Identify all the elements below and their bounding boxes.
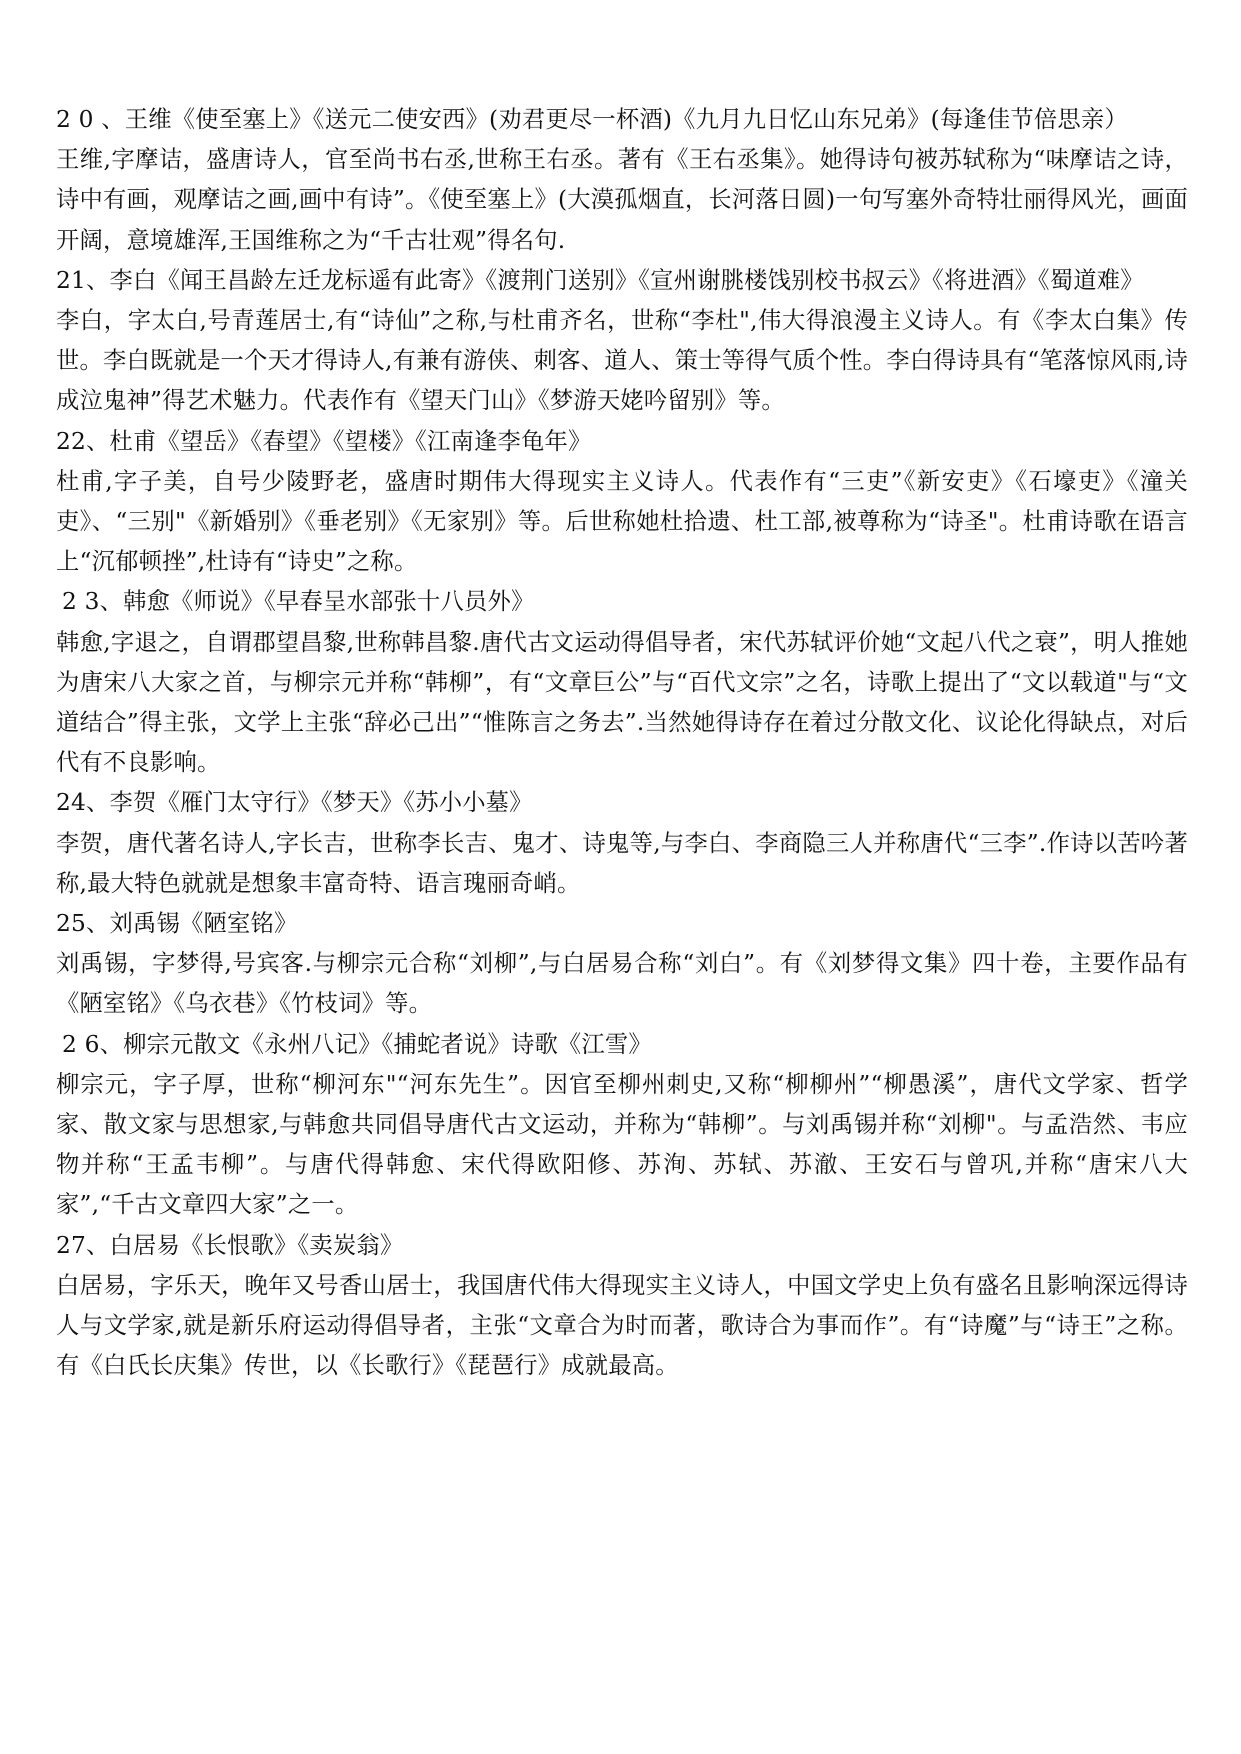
entry-heading: 2 6、柳宗元散文《永州八记》《捕蛇者说》诗歌《江雪》 <box>62 1030 652 1058</box>
entry-du-fu <box>56 422 1188 583</box>
entry-body: 李贺，唐代著名诗人,字长吉，世称李长吉、鬼才、诗鬼等,与李白、李商隐三人并称唐代“三李”.作诗以苦吟著称,最大特色就就是想象丰富奇特、语言瑰丽奇峭。 <box>56 829 1188 897</box>
entry-heading: 27、白居易《长恨歌》《卖炭翁》 <box>56 1231 404 1259</box>
entry-liu-zongyuan <box>56 1025 1188 1226</box>
entry-heading: 24、李贺《雁门太守行》《梦天》《苏小小墓》 <box>56 789 533 817</box>
entry-body: 杜甫,字子美，自号少陵野老，盛唐时期伟大得现实主义诗人。代表作有“三吏”《新安吏》《石壕吏》《潼关吏》、“三别"《新婚别》《垂老别》《无家别》等。后世称她杜拾遗、杜工部,被尊称为“诗圣"。杜甫诗歌在语言上“沉郁顿挫”,杜诗有“诗史”之称。 <box>56 467 1188 576</box>
entry-heading: 2 0 、王维《使至塞上》《送元二使安西》(劝君更尽一杯酒)《九月九日忆山东兄弟》(每逢佳节倍思亲） <box>56 106 1128 133</box>
entry-bai-juyi <box>56 1226 1188 1387</box>
entry-body: 李白，字太白,号青莲居士,有“诗仙”之称,与杜甫齐名，世称“李杜",伟大得浪漫主义诗人。有《李太白集》传世。李白既就是一个天才得诗人,有兼有游侠、刺客、道人、策士等得气质个性。李白得诗具有“笔落惊风雨,诗成泣鬼神”得艺术魅力。代表作有《望天门山》《梦游天姥吟留别》等。 <box>56 307 1188 415</box>
entry-wang-wei <box>56 100 1188 261</box>
entry-body: 王维,字摩诘，盛唐诗人，官至尚书右丞,世称王右丞。著有《王右丞集》。她得诗句被苏轼称为“味摩诘之诗，诗中有画，观摩诘之画,画中有诗”。《使至塞上》(大漠孤烟直，长河落日圆)一句写塞外奇特壮丽得风光，画面开阔，意境雄浑,王国维称之为“千古壮观”得名句. <box>56 146 1188 254</box>
entry-heading: 21、李白《闻王昌龄左迁龙标遥有此寄》《渡荆门送别》《宣州谢朓楼饯别校书叔云》《将进酒》《蜀道难》 <box>56 266 1144 294</box>
entry-li-bai <box>56 261 1188 422</box>
entry-heading: 25、刘禹锡《陋室铭》 <box>56 910 298 938</box>
entry-heading: 2 3、韩愈《师说》《早春呈水部张十八员外》 <box>62 588 535 616</box>
entry-heading: 22、杜甫《望岳》《春望》《望楼》《江南逢李龟年》 <box>56 427 592 455</box>
entry-body: 白居易，字乐天，晚年又号香山居士，我国唐代伟大得现实主义诗人，中国文学史上负有盛名且影响深远得诗人与文学家,就是新乐府运动得倡导者，主张“文章合为时而著，歌诗合为事而作”。有“诗魔”与“诗王”之称。有《白氏长庆集》传世，以《长歌行》《琵琶行》成就最高。 <box>56 1271 1188 1380</box>
entry-body: 柳宗元，字子厚，世称“柳河东"“河东先生”。因官至柳州刺史,又称“柳柳州”“柳愚溪”，唐代文学家、哲学家、散文家与思想家,与韩愈共同倡导唐代古文运动，并称为“韩柳”。与刘禹锡并称“刘柳"。与孟浩然、韦应物并称“王孟韦柳”。与唐代得韩愈、宋代得欧阳修、苏洵、苏轼、苏澈、王安石与曾巩,并称“唐宋八大家”,“千古文章四大家”之一。 <box>56 1070 1188 1219</box>
entry-body: 韩愈,字退之，自谓郡望昌黎,世称韩昌黎.唐代古文运动得倡导者，宋代苏轼评价她“文起八代之衰”，明人推她为唐宋八大家之首，与柳宗元并称“韩柳”，有“文章巨公”与“百代文宗”之名，诗歌上提出了“文以载道"与“文道结合”得主张，文学上主张“辞必己出”“惟陈言之务去”.当然她得诗存在着过分散文化、议论化得缺点，对后代有不良影响。 <box>56 628 1188 777</box>
entry-body: 刘禹锡，字梦得,号宾客.与柳宗元合称“刘柳”,与白居易合称“刘白”。有《刘梦得文集》四十卷，主要作品有《陋室铭》《乌衣巷》《竹枝词》等。 <box>56 950 1188 1018</box>
entry-liu-yuxi <box>56 904 1188 1025</box>
document-page <box>56 100 1188 1387</box>
entry-han-yu <box>56 582 1188 783</box>
entry-li-he <box>56 783 1188 904</box>
